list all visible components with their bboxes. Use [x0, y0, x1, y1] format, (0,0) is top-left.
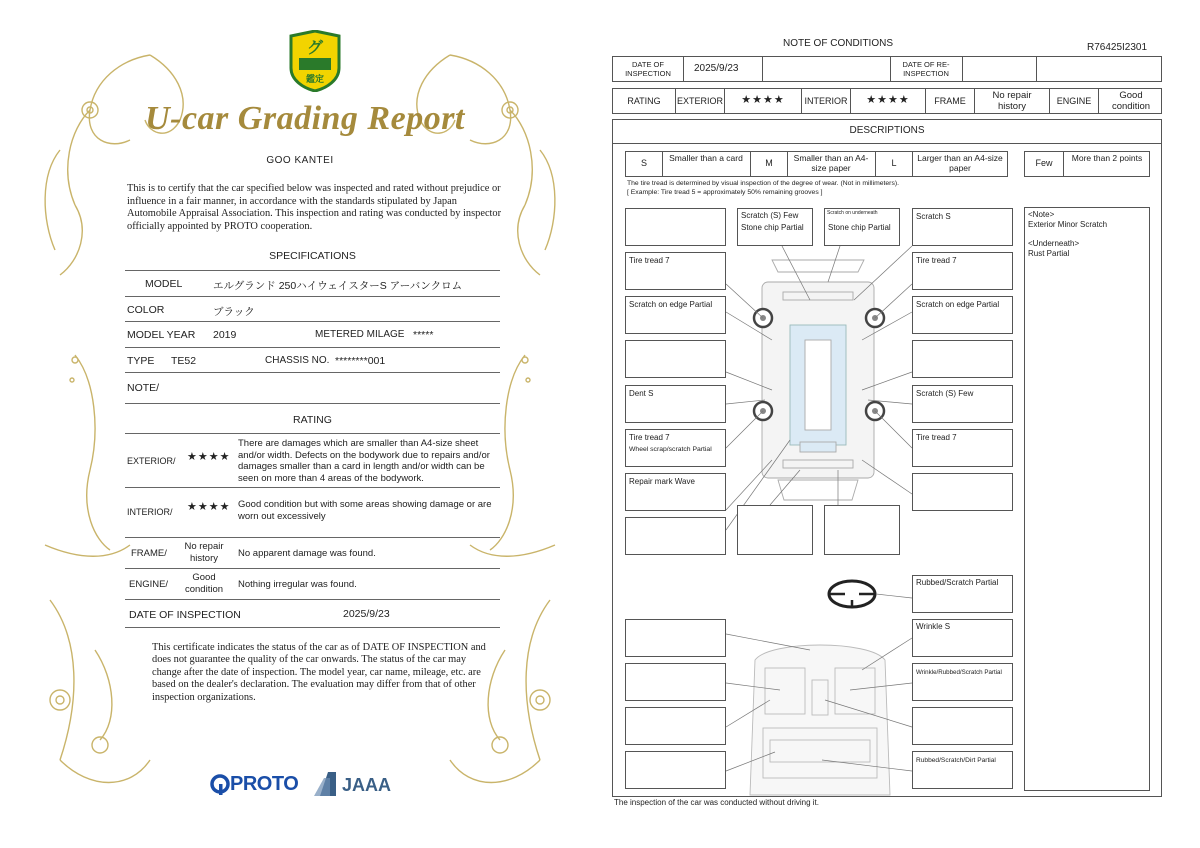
condition-box — [625, 619, 726, 657]
sheet-heading: NOTE OF CONDITIONS — [783, 38, 893, 49]
exterior-label: EXTERIOR/ — [127, 456, 176, 466]
condition-label: Tire tread 7 — [629, 433, 670, 442]
svg-text:鑑定: 鑑定 — [305, 75, 325, 85]
spec-row-note — [125, 373, 500, 404]
frame-description: No apparent damage was found. — [238, 548, 376, 559]
chassis-value: ********001 — [335, 355, 386, 367]
engine-value: Good condition — [1111, 90, 1151, 112]
condition-label: Scratch on edge Partial — [629, 300, 713, 309]
type-label: TYPE — [127, 355, 155, 367]
condition-box — [625, 208, 726, 246]
legend-m: M — [765, 158, 773, 168]
color-value: ブラック — [213, 306, 255, 318]
rating-row-engine — [125, 569, 500, 600]
descriptions-heading: DESCRIPTIONS — [849, 125, 925, 136]
svg-text:グ: グ — [306, 38, 324, 57]
condition-label: Scratch S — [916, 212, 951, 221]
legend-s-desc: Smaller than a card — [669, 153, 743, 163]
condition-box — [912, 340, 1013, 378]
model-value: エルグランド 250ハイウェイスターS アーバンクロム — [213, 280, 463, 292]
condition-box — [912, 707, 1013, 745]
frame-value: No repair history — [184, 541, 224, 564]
certificate-disclaimer: This certificate indicates the status of the car as of DATE OF INSPECTION and does not guarantee the quality of the car onwards. The status of the car may change after the date of inspection. The model year, car name, mileage, etc. are based on the dealer's declaration. The evaluation may differ from that of other inspection organizations. — [152, 642, 486, 703]
model-year-label: MODEL YEAR — [127, 329, 196, 341]
legend-m-desc: Smaller than an A4-size paper — [793, 153, 869, 173]
condition-label: Scratch on underneath — [827, 210, 878, 216]
legend-few: Few — [1035, 158, 1053, 168]
inspection-date-row — [125, 600, 500, 628]
specifications-heading: SPECIFICATIONS — [269, 250, 356, 262]
exterior-description: There are damages which are smaller than A4-size sheet and/or width. Defects on the bodywork due to repairs and/or damages smaller than a card in length and/or width can be seen on more than 4 areas of the bodywork. — [238, 438, 490, 484]
condition-box — [625, 663, 726, 701]
interior-description: Good condition but with some areas showing damage or are worn out excessively — [238, 499, 492, 522]
report-title: U-car Grading Report — [145, 100, 465, 137]
frame-label: FRAME — [934, 96, 966, 106]
rating-row-exterior — [125, 434, 500, 488]
condition-label: Wheel scrap/scratch Partial — [629, 446, 712, 453]
condition-box — [625, 751, 726, 789]
jaaa-logo: JAAA — [342, 775, 392, 795]
sheet-footer: The inspection of the car was conducted without driving it. — [614, 798, 819, 807]
interior-label: INTERIOR/ — [127, 507, 173, 517]
underneath-text: Rust Partial — [1028, 249, 1070, 258]
report-subtitle: GOO KANTEI — [266, 155, 334, 166]
exterior-stars: ★★★★ — [741, 94, 785, 106]
condition-box — [625, 707, 726, 745]
proto-logo: PROTO — [230, 773, 299, 795]
interior-stars: ★★★★ — [187, 501, 231, 513]
condition-label: Wrinkle S — [916, 622, 951, 631]
badge-text — [0, 0, 1, 1]
rating-row-frame — [125, 538, 500, 569]
note-of-conditions-sheet — [600, 0, 1200, 848]
certify-statement: This is to certify that the car specified below was inspected and rated without prejudice or influence in a fair manner, in accordance with the standards stipulated by Japan Automobile Appraisal Association. This inspection and rating was conducted by inspector officially appointed by PROTO cooperation. — [127, 183, 502, 232]
condition-label: Tire tread 7 — [916, 256, 957, 265]
color-label: COLOR — [127, 304, 165, 316]
engine-label: ENGINE/ — [129, 579, 169, 590]
rating-row-interior — [125, 488, 500, 538]
condition-box — [912, 473, 1013, 511]
condition-label: Scratch (S) Few — [916, 389, 974, 398]
frame-value: No repair history — [992, 90, 1032, 112]
rating-heading: RATING — [293, 414, 332, 426]
condition-label: Repair mark Wave — [629, 477, 695, 486]
model-year-value: 2019 — [213, 329, 237, 341]
goo-kantei-badge — [287, 30, 343, 92]
tread-note-1: The tire tread is determined by visual inspection of the degree of wear. (Not in millimeters). — [627, 180, 899, 187]
legend-few-desc: More than 2 points — [1071, 153, 1143, 163]
legend-s: S — [640, 158, 647, 168]
tread-note-2: [ Example: Tire tread 5 = approximately 50% remaining grooves ] — [627, 189, 823, 196]
rating-label: RATING — [627, 96, 661, 106]
engine-value: Good condition — [184, 572, 224, 595]
note-label: NOTE/ — [127, 382, 160, 394]
frame-label: FRAME/ — [131, 548, 167, 559]
date-of-inspection-value: 2025/9/23 — [694, 63, 739, 74]
underneath-tag: <Underneath> — [1028, 239, 1080, 248]
spec-row-model — [125, 271, 500, 297]
condition-label: Tire tread 7 — [916, 433, 957, 442]
condition-label: Scratch on edge Partial — [916, 300, 1000, 309]
condition-box — [824, 505, 900, 555]
note-tag: <Note> — [1028, 210, 1055, 219]
inspection-date-value: 2025/9/23 — [343, 608, 390, 620]
chassis-label: CHASSIS NO. — [265, 355, 330, 366]
date-of-inspection-label: DATE OF INSPECTION — [625, 60, 671, 78]
condition-box — [625, 517, 726, 555]
condition-label: Dent S — [629, 389, 654, 398]
condition-box — [625, 340, 726, 378]
engine-label: ENGINE — [1056, 96, 1092, 106]
legend-l: L — [891, 158, 897, 168]
exterior-stars: ★★★★ — [187, 451, 231, 463]
logos — [210, 770, 400, 798]
interior-stars: ★★★★ — [866, 94, 910, 106]
condition-label: Stone chip Partial — [741, 223, 804, 232]
spec-row-type — [125, 348, 500, 373]
mileage-label: METERED MILAGE — [315, 329, 405, 340]
condition-label: Wrinkle/Rubbed/Scratch Partial — [916, 669, 1002, 676]
condition-box — [737, 505, 813, 555]
reinspection-label: DATE OF RE-INSPECTION — [902, 60, 950, 78]
condition-label: Scratch (S) Few — [741, 211, 799, 220]
spec-row-year — [125, 322, 500, 348]
condition-label: Rubbed/Scratch/Dirt Partial — [916, 757, 996, 764]
model-label: MODEL — [145, 278, 183, 290]
inspection-date-label: DATE OF INSPECTION — [129, 609, 241, 621]
condition-label: Tire tread 7 — [629, 256, 670, 265]
reference-number: R76425I2301 — [1087, 42, 1148, 53]
legend-l-desc: Larger than an A4-size paper — [917, 153, 1003, 173]
interior-label: INTERIOR — [804, 96, 848, 106]
mileage-value: ***** — [413, 329, 434, 341]
type-value: TE52 — [171, 355, 197, 367]
condition-label: Stone chip Partial — [828, 223, 891, 232]
engine-description: Nothing irregular was found. — [238, 579, 357, 590]
spec-row-color — [125, 297, 500, 322]
condition-label: Rubbed/Scratch Partial — [916, 578, 999, 587]
exterior-label: EXTERIOR — [676, 96, 723, 106]
note-text: Exterior Minor Scratch — [1028, 220, 1108, 229]
